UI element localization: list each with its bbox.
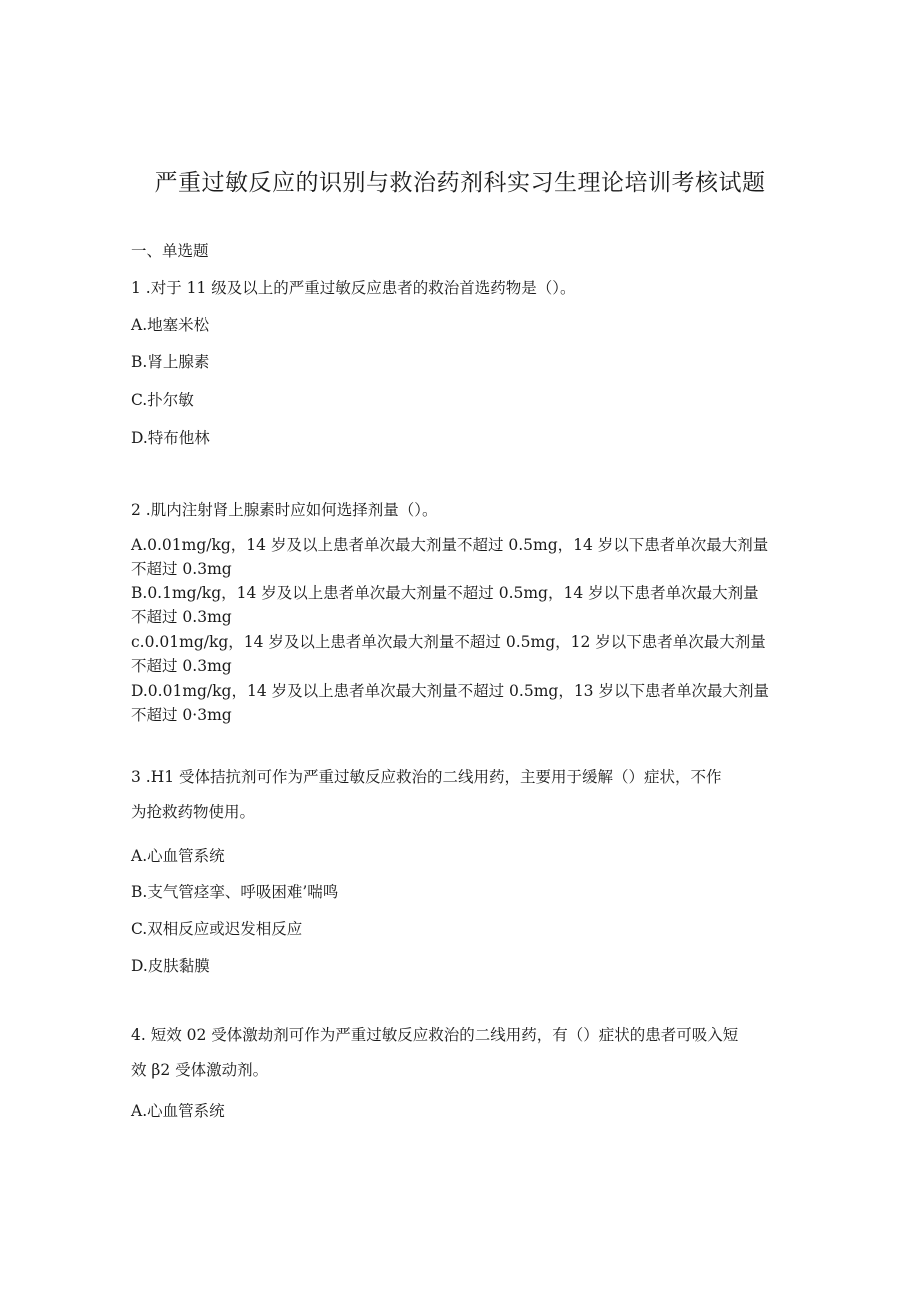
option-d: D.皮肤黏膜 [131,957,210,975]
option-b: B.肾上腺素 [131,353,210,371]
option-c: c.0.01mg/kg，14 岁及以上患者单次最大剂量不超过 0.5mg，12 岁以下患者单次最大剂量 [131,633,766,651]
option-c-continued: 不超过 0.3mg [131,657,232,675]
option-d: D.0.01mg/kg，14 岁及以上患者单次最大剂量不超过 0.5mg，13 岁以下患者单次最大剂量 [131,682,769,700]
page-title: 严重过敏反应的识别与救治药剂科实习生理论培训考核试题 [154,170,766,196]
option-a: A.心血管系统 [131,847,225,865]
option-a: A.心血管系统 [131,1102,225,1120]
option-d: D.特布他林 [131,429,210,447]
question-stem: 2 .肌内注射肾上腺素时应如何选择剂量（）。 [131,501,438,519]
question-stem-continued: 为抢救药物使用。 [131,803,256,821]
option-b-continued: 不超过 0.3mg [131,608,232,626]
option-d-continued: 不超过 0·3mg [131,706,232,724]
option-a-continued: 不超过 0.3mg [131,560,232,578]
question-stem-continued: 效 β2 受体激动剂。 [131,1061,269,1079]
option-b: B.支气管痉挛、呼吸困难’喘鸣 [131,883,339,901]
option-a: A.地塞米松 [131,316,210,334]
section-heading: 一、单选题 [131,242,209,260]
option-c: C.扑尔敏 [131,391,194,409]
question-stem: 3 .H1 受体拮抗剂可作为严重过敏反应救治的二线用药，主要用于缓解（）症状，不作 [131,768,722,786]
option-a: A.0.01mg/kg，14 岁及以上患者单次最大剂量不超过 0.5mg，14 岁以下患者单次最大剂量 [131,536,769,554]
option-b: B.0.1mg/kg，14 岁及以上患者单次最大剂量不超过 0.5mg，14 岁以下患者单次最大剂量 [131,584,759,602]
question-stem: 1 .对于 11 级及以上的严重过敏反应患者的救治首选药物是（）。 [131,279,576,297]
option-c: C.双相反应或迟发相反应 [131,920,303,938]
question-stem: 4. 短效 02 受体激劫剂可作为严重过敏反应救治的二线用药，有（）症状的患者可吸入短 [131,1026,739,1044]
